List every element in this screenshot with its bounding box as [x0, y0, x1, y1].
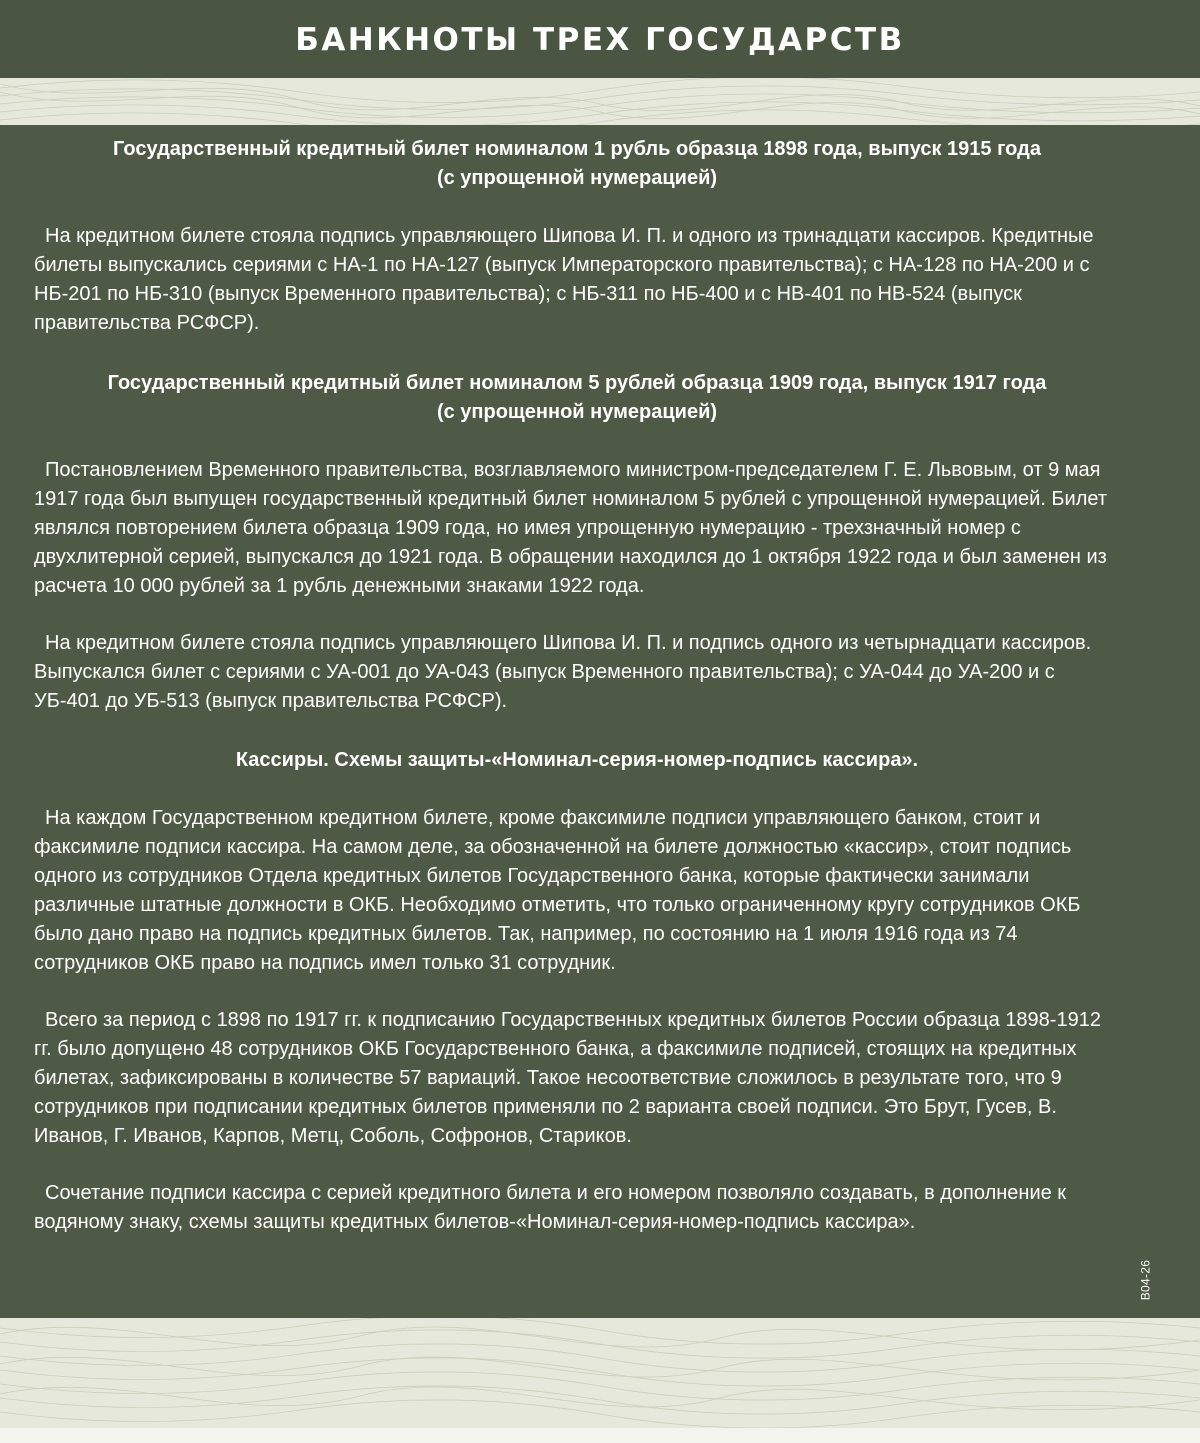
- section-2-heading-line2: (с упрощенной нумерацией): [436, 401, 718, 423]
- side-code-text: В04-26: [1138, 1259, 1152, 1301]
- section-2-heading: [34, 369, 1120, 427]
- section-3-paragraph-1: На каждом Государственном кредитном билете, кроме факсимиле подписи управляющего банком, стоит и факсимиле подписи кассира. На самом деле, за обозначенной на билете должностью «кассир», стоит подпись одного из сотрудников Отдела кредитных билетов Государственного банка, которые фактически занимали различные штатные должности в ОКБ. Необходимо отметить, что только ограниченному кругу сотрудников ОКБ было дано право на подпись кредитных билетов. Так, например, по состоянию на 1 июля 1916 года из 74 сотрудников ОКБ право на подпись имел только 31 сотрудник.: [34, 807, 1081, 974]
- bottom-guilloche-pattern: [0, 1318, 1200, 1428]
- section-1-heading-line1: Государственный кредитный билет номиналом 1 рубль образца 1898 года, выпуск 1915 года: [113, 138, 1041, 160]
- section-3-paragraph-3: Сочетание подписи кассира с серией кредитного билета и его номером позволяло создавать, в дополнение к водяному знаку, схемы защиты кредитных билетов-«Номинал-серия-номер-подпись кассира».: [34, 1182, 1067, 1233]
- side-code-label: [1130, 1250, 1160, 1310]
- bottom-guilloche-band: [0, 1318, 1200, 1428]
- section-1-heading: [34, 135, 1120, 193]
- main-text-panel: [0, 125, 1200, 1318]
- section-1-paragraph-1: На кредитном билете стояла подпись управляющего Шипова И. П. и одного из тринадцати кассиров. Кредитные билеты выпускались сериями с НА-1 по НА-127 (выпуск Императорского правительства); с НА-128 по НА-200 и с НБ-201 по НБ-310 (выпуск Временного правительства); с НБ-311 по НБ-400 и с НВ-401 по НВ-524 (выпуск правительства РСФСР).: [34, 225, 1094, 334]
- footer-strip: [0, 1428, 1200, 1443]
- section-1-heading-line2: (с упрощенной нумерацией): [436, 167, 718, 189]
- section-2-paragraph-2: На кредитном билете стояла подпись управляющего Шипова И. П. и подпись одного из четырнадцати кассиров. Выпускался билет с сериями с УА-001 до УА-043 (выпуск Временного правительства); с УА-044 до УА-200 и с УБ-401 до УБ-513 (выпуск правительства РСФСР).: [34, 632, 1092, 712]
- header-bar: [0, 0, 1200, 78]
- section-2-heading-line1: Государственный кредитный билет номиналом 5 рублей образца 1909 года, выпуск 1917 года: [107, 372, 1047, 394]
- page-title: БАНКНОТЫ ТРЕХ ГОСУДАРСТВ: [295, 22, 905, 58]
- section-3-heading: Кассиры. Схемы защиты-«Номинал-серия-номер-подпись кассира».: [235, 749, 919, 771]
- section-3-paragraph-2: Всего за период с 1898 по 1917 гг. к подписанию Государственных кредитных билетов России образца 1898-1912 гг. было допущено 48 сотрудников ОКБ Государственного банка, а факсимиле подписей, стоящих на кредитных билетах, зафиксированы в количестве 57 вариаций. Такое несоответствие сложилось в результате того, что 9 сотрудников при подписании кредитных билетов применяли по 2 варианта своей подписи. Это Брут, Гусев, В. Иванов, Г. Иванов, Карпов, Метц, Соболь, Софронов, Стариков.: [34, 1009, 1101, 1147]
- section-2-paragraph-1: Постановлением Временного правительства, возглавляемого министром-председателем Г. Е. Львовым, от 9 мая 1917 года был выпущен государственный кредитный билет номиналом 5 рублей с упрощенной нумерацией. Билет являлся повторением билета образца 1909 года, но имея упрощенную нумерацию - трехзначный номер с двухлитерной серией, выпускался до 1921 года. В обращении находился до 1 октября 1922 года и был заменен из расчета 10 000 рублей за 1 рубль денежными знаками 1922 года.: [34, 459, 1108, 597]
